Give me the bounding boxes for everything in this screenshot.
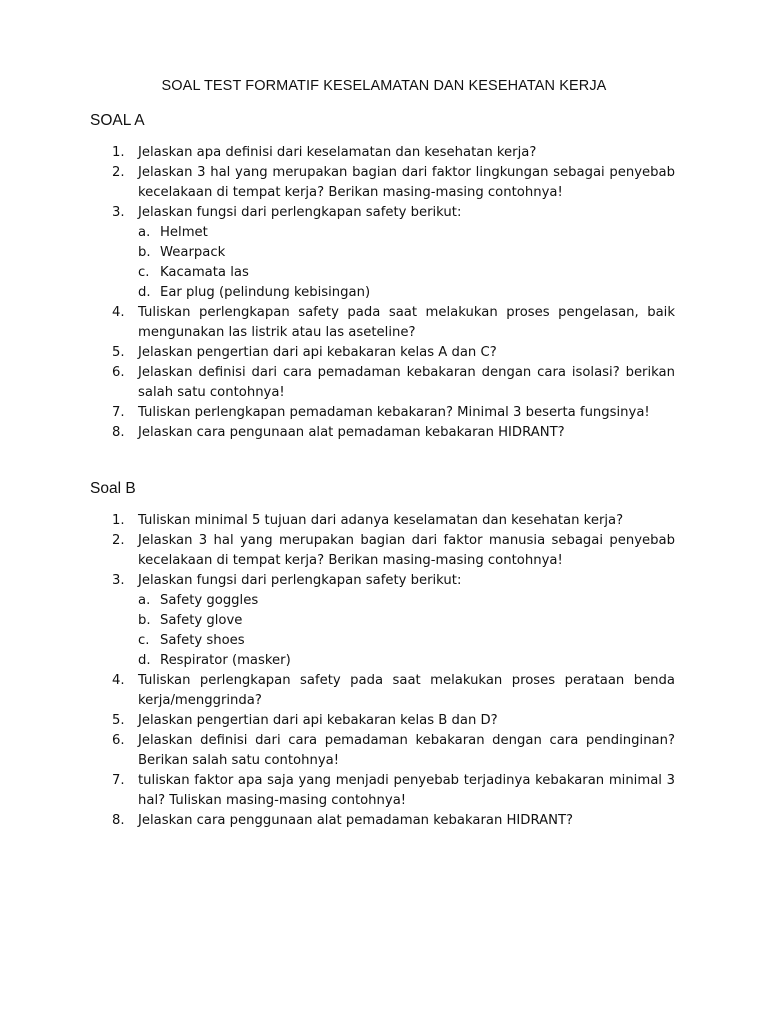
question-item xyxy=(0,363,768,403)
question-text: Jelaskan apa definisi dari keselamatan dan kesehatan kerja? xyxy=(138,145,537,160)
sub-item-text: Ear plug (pelindung kebisingan) xyxy=(160,285,371,300)
question-number: 2. xyxy=(112,165,125,180)
sub-item xyxy=(138,651,675,671)
section-heading-soal-b: Soal B xyxy=(90,480,136,497)
sub-item-list xyxy=(138,591,675,671)
question-item xyxy=(0,163,768,203)
sub-item-letter: b. xyxy=(138,245,151,260)
sub-item-text: Respirator (masker) xyxy=(160,653,291,668)
question-item xyxy=(0,343,768,363)
sub-item-letter: a. xyxy=(138,225,151,240)
question-number: 8. xyxy=(112,425,125,440)
sub-item-letter: c. xyxy=(138,633,150,648)
question-item xyxy=(0,731,768,771)
sub-item-text: Helmet xyxy=(160,225,208,240)
question-item xyxy=(0,203,768,303)
sub-item-letter: c. xyxy=(138,265,150,280)
question-number: 4. xyxy=(112,673,125,688)
question-number: 5. xyxy=(112,345,125,360)
question-number: 7. xyxy=(112,405,125,420)
sub-item-letter: a. xyxy=(138,593,151,608)
question-item xyxy=(0,403,768,423)
question-number: 5. xyxy=(112,713,125,728)
question-number: 2. xyxy=(112,533,125,548)
sub-item xyxy=(138,243,675,263)
question-text: Jelaskan pengertian dari api kebakaran kelas B dan D? xyxy=(138,713,498,728)
question-number: 8. xyxy=(112,813,125,828)
section-heading-soal-a: SOAL A xyxy=(90,112,145,129)
question-number: 6. xyxy=(112,365,125,380)
question-text: Jelaskan pengertian dari api kebakaran kelas A dan C? xyxy=(138,345,497,360)
question-text: Jelaskan fungsi dari perlengkapan safety berikut: xyxy=(138,573,462,588)
question-number: 1. xyxy=(112,513,125,528)
sub-item-letter: d. xyxy=(138,285,151,300)
question-number: 3. xyxy=(112,205,125,220)
sub-item-text: Safety glove xyxy=(160,613,243,628)
sub-item xyxy=(138,631,675,651)
sub-item-letter: d. xyxy=(138,653,151,668)
sub-item-letter: b. xyxy=(138,613,151,628)
sub-item-text: Safety shoes xyxy=(160,633,245,648)
sub-item xyxy=(138,611,675,631)
question-item xyxy=(0,531,768,571)
question-number: 3. xyxy=(112,573,125,588)
question-number: 7. xyxy=(112,773,125,788)
question-text: Jelaskan fungsi dari perlengkapan safety berikut: xyxy=(138,205,462,220)
question-text: Jelaskan definisi dari cara pemadaman kebakaran dengan cara isolasi? berikan salah satu contohnya! xyxy=(138,365,675,400)
question-number: 4. xyxy=(112,305,125,320)
question-number: 6. xyxy=(112,733,125,748)
sub-item-list xyxy=(138,223,675,303)
question-text: Tuliskan perlengkapan safety pada saat melakukan proses perataan benda kerja/menggrinda? xyxy=(138,673,675,708)
question-number: 1. xyxy=(112,145,125,160)
sub-item xyxy=(138,283,675,303)
question-text: Jelaskan definisi dari cara pemadaman kebakaran dengan cara pendinginan? Berikan salah satu contohnya! xyxy=(138,733,675,768)
question-item xyxy=(0,711,768,731)
question-item xyxy=(0,511,768,531)
question-list-soal-a xyxy=(0,143,768,443)
sub-item xyxy=(138,263,675,283)
question-item xyxy=(0,423,768,443)
question-item xyxy=(0,811,768,831)
question-text: Jelaskan cara pengunaan alat pemadaman kebakaran HIDRANT? xyxy=(138,425,565,440)
sub-item xyxy=(138,591,675,611)
question-text: tuliskan faktor apa saja yang menjadi penyebab terjadinya kebakaran minimal 3 hal? Tuliskan masing-masing contohnya! xyxy=(138,773,675,808)
question-item xyxy=(0,143,768,163)
question-list-soal-b xyxy=(0,511,768,831)
question-text: Jelaskan 3 hal yang merupakan bagian dari faktor manusia sebagai penyebab kecelakaan di tempat kerja? Berikan masing-masing contohnya! xyxy=(138,533,675,568)
question-text: Jelaskan 3 hal yang merupakan bagian dari faktor lingkungan sebagai penyebab kecelakaan di tempat kerja? Berikan masing-masing contohnya! xyxy=(138,165,675,200)
question-text: Jelaskan cara penggunaan alat pemadaman kebakaran HIDRANT? xyxy=(138,813,574,828)
sub-item-text: Wearpack xyxy=(160,245,226,260)
question-item xyxy=(0,571,768,671)
sub-item-text: Kacamata las xyxy=(160,265,249,280)
document-title: SOAL TEST FORMATIF KESELAMATAN DAN KESEHATAN KERJA xyxy=(161,78,607,94)
question-item xyxy=(0,671,768,711)
sub-item-text: Safety goggles xyxy=(160,593,259,608)
question-text: Tuliskan perlengkapan pemadaman kebakaran? Minimal 3 beserta fungsinya! xyxy=(138,405,650,420)
question-item xyxy=(0,303,768,343)
question-item xyxy=(0,771,768,811)
sub-item xyxy=(138,223,675,243)
question-text: Tuliskan minimal 5 tujuan dari adanya keselamatan dan kesehatan kerja? xyxy=(138,513,624,528)
question-text: Tuliskan perlengkapan safety pada saat melakukan proses pengelasan, baik mengunakan las listrik atau las aseteline? xyxy=(138,305,675,340)
